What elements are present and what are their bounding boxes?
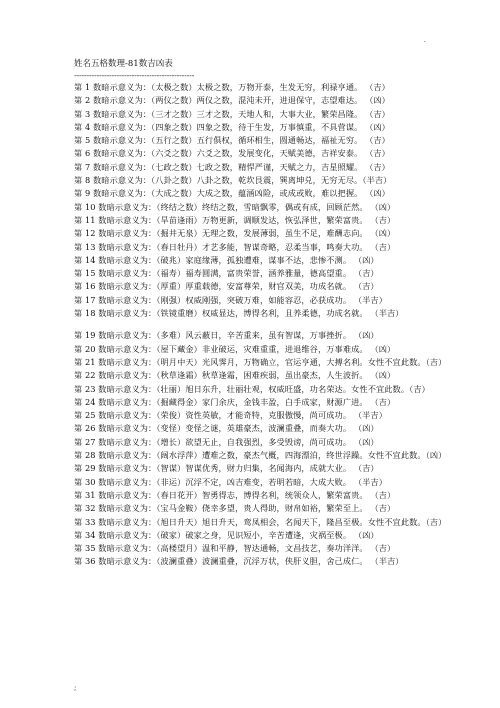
numerology-entry: 第 23 数暗示意义为：（壮丽）旭日东升，壮丽壮观，权威旺盛，功名荣达。女性不宜此数。（吉）: [74, 383, 430, 394]
numerology-entry: 第 35 数暗示意义为：（高楼望月）温和平静，智达通畅，文昌技艺，奏功洋洋。 （吉）: [74, 543, 396, 554]
numerology-entry: 第 10 数暗示意义为：（终结之数）终结之数，雪暗飘零，偶或有成，回顾茫然。 （凶）: [74, 201, 396, 212]
page-footer-mark: ;: [74, 684, 77, 692]
numerology-entry: 第 33 数暗示意义为：（旭日升天）旭日升天，鸾凤相会，名闻天下，隆昌至极。女性不宜此数。（吉）: [74, 516, 447, 527]
numerology-entry: 第 36 数暗示意义为：（波澜重叠）波澜重叠，沉浮万状，侠肝义胆，舍己成仁。 （半吉）: [74, 556, 404, 567]
numerology-entry: 第 5 数暗示意义为：（五行之数）五行俱权，循环相生，圆通畅达，福祉无穷。 （吉）: [74, 135, 390, 146]
numerology-entry: 第 8 数暗示意义为：（八卦之数）八卦之数，乾坎艮震，巽离坤兑，无穷无尽。（半吉）: [74, 175, 392, 186]
numerology-entry: 第 19 数暗示意义为：（多难）风云蔽日，辛苦重来，虽有智谋，万事挫折。 （凶）: [74, 330, 379, 341]
numerology-entry: 第 7 数暗示意义为：（七政之数）七政之数，精悍严谨，天赋之力，吉星照耀。 （吉）: [74, 161, 390, 172]
page-corner-mark: .: [423, 36, 426, 44]
numerology-entry: 第 26 数暗示意义为：（变怪）变怪之谜，英雄豪杰，波澜重叠，而奏大功。 （凶）: [74, 423, 379, 434]
numerology-entry: 第 24 数暗示意义为：（掘藏得金）家门余庆，金钱丰盈，白手成家，财源广进。 （吉）: [74, 396, 396, 407]
numerology-entry: 第 13 数暗示意义为：（春日牡丹）才艺多能，智谋奇略，忍柔当事，鸣奏大功。 （吉）: [74, 241, 396, 252]
dashed-divider: ------------------------------------------------: [74, 71, 195, 80]
numerology-entry: 第 3 数暗示意义为：（三才之数）三才之数，天地人和，大事大业，繁荣昌隆。 （吉）: [74, 108, 390, 119]
numerology-entry: 第 34 数暗示意义为：（破家）破家之身，见识短小，辛苦遭逢，灾祸至极。 （凶）: [74, 529, 379, 540]
document-title: 姓名五格数理-81数吉凶表: [74, 59, 173, 69]
numerology-entry: 第 14 数暗示意义为：（破兆）家庭缘薄，孤独遭难，谋事不达，悲惨不测。 （凶）: [74, 254, 379, 265]
numerology-entry: 第 21 数暗示意义为：（明月中天）光风霁月，万物确立，官运亨通，大搏名利。女性不宜此数。（吉）: [74, 356, 447, 367]
numerology-entry: 第 1 数暗示意义为：（太极之数）太极之数，万物开泰，生发无穷，利禄亨通。 （吉）: [74, 82, 390, 92]
blank-line: [74, 320, 446, 329]
numerology-entry: 第 29 数暗示意义为：（智谋）智谋优秀，财力归集，名闻海内，成就大业。 （吉）: [74, 463, 379, 474]
numerology-entry: 第 22 数暗示意义为：（秋草逢霜）秋草逢霜，困难疾弱，虽出豪杰，人生波折。 （凶）: [74, 370, 396, 381]
numerology-entry: 第 17 数暗示意义为：（刚强）权威刚强，突破万难，如能容忍，必获成功。 （半吉）: [74, 294, 387, 305]
numerology-entry: 第 2 数暗示意义为：（两仪之数）两仪之数，混沌未开，进退保守，志望难达。 （凶）: [74, 95, 390, 106]
numerology-entry: 第 30 数暗示意义为：（非运）沉浮不定，凶吉难变，若明若暗，大成大败。 （半吉）: [74, 476, 387, 487]
numerology-entry: 第 28 数暗示意义为：（阔水浮萍）遭难之数，豪杰气概，四海漂泊，终世浮躁。女性不宜此数。（凶）: [74, 450, 447, 461]
numerology-entry: 第 12 数暗示意义为：（掘井无泉）无理之数，发展薄弱，虽生不足，难酬志向。 （凶）: [74, 228, 396, 239]
numerology-entry: 第 20 数暗示意义为：（屋下藏金）非业破运，灾难重重，进退维谷，万事难成。 （凶）: [74, 343, 396, 354]
numerology-entry: 第 31 数暗示意义为：（春日花开）智勇得志，博得名利，统领众人，繁荣富贵。 （吉）: [74, 489, 396, 500]
numerology-entry: 第 4 数暗示意义为：（四象之数）四象之数，待于生发，万事慎重，不具营谋。 （凶）: [74, 121, 390, 132]
numerology-entry: 第 32 数暗示意义为：（宝马金鞍）侥幸多望，贵人得助，财帛如裕，繁荣至上。 （吉）: [74, 503, 396, 514]
numerology-entry: 第 16 数暗示意义为：（厚重）厚重载德，安富尊荣，财官双美，功成名就。 （吉）: [74, 281, 379, 292]
numerology-entry: 第 9 数暗示意义为：（大成之数）大成之数，蕴涵凶险，或成或败，难以把握。 （凶）: [74, 188, 390, 199]
numerology-entry: 第 27 数暗示意义为：（增长）欲望无止，自我强烈，多受毁谤，尚可成功。 （凶）: [74, 436, 379, 447]
document-body: [74, 58, 446, 569]
numerology-entry: 第 6 数暗示意义为：（六爻之数）六爻之数，发展变化，天赋美德，吉祥安泰。 （吉）: [74, 148, 390, 159]
numerology-entry-list: [74, 81, 446, 569]
numerology-entry: 第 11 数暗示意义为：（旱苗逢雨）万物更新，调顺发达，恢弘泽世，繁荣富贵。 （吉）: [74, 214, 396, 225]
numerology-entry: 第 15 数暗示意义为：（福寿）福寿圆满，富贵荣誉，涵养雅量，德高望重。 （吉）: [74, 268, 379, 279]
numerology-entry: 第 25 数暗示意义为：（荣俊）资性英敏，才能奇特，克服傲慢，尚可成功。 （半吉）: [74, 410, 387, 421]
numerology-entry: 第 18 数暗示意义为：（铁镜重磨）权威显达，博得名利，且养柔德，功成名就。 （半吉）: [74, 308, 404, 319]
